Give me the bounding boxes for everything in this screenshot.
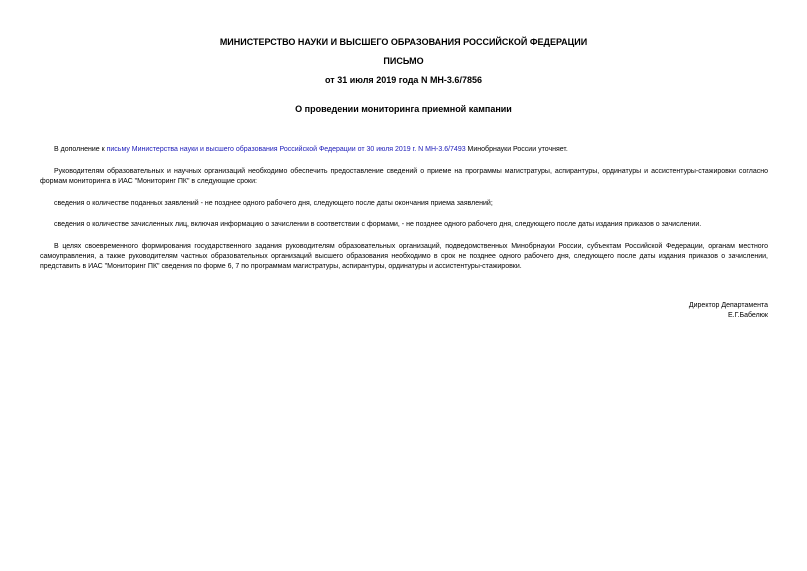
ministry-heading: МИНИСТЕРСТВО НАУКИ И ВЫСШЕГО ОБРАЗОВАНИЯ РОССИЙСКОЙ ФЕДЕРАЦИИ — [219, 37, 588, 47]
paragraph-applications-deadline: сведения о количестве поданных заявлений - не позднее одного рабочего дня, следующего после даты окончания приема заявлений; — [54, 200, 493, 207]
paragraph-intro — [40, 145, 768, 155]
referenced-letter-link[interactable]: письму Министерства науки и высшего образования Российской Федерации от 30 июля 2019 г. N МН-3.6/7493 — [106, 146, 466, 153]
paragraph-intro-after: Минобрнауки России уточняет. — [465, 146, 568, 153]
date-number-heading: от 31 июля 2019 года N МН-3.6/7856 — [325, 75, 482, 85]
paragraph-requirements: Руководителям образовательных и научных организаций необходимо обеспечить предоставление сведений о приеме на программы магистратуры, аспирантуры, ординатуры и ассистентуры-стажировки согласно формам мониторинга в ИАС "Мониторинг ПК" в следующие сроки: — [40, 168, 768, 185]
subject-heading: О проведении мониторинга приемной кампании — [295, 104, 512, 114]
paragraph-intro-before: В дополнение к — [54, 146, 107, 153]
signature-name: Е.Г.Бабелюк — [728, 312, 768, 319]
paragraph-state-assignment: В целях своевременного формирования государственного задания руководителям образовательных организаций, подведомственных Минобрнауки России, субъектам Российской Федерации, органам местного самоуправления, а также руководителям частных образовательных организаций высшего образования необходимо в срок не позднее одного рабочего дня, следующего после даты издания приказов о зачислении, представить в ИАС "Мониторинг ПК" сведения по форме 6, 7 по программам магистратуры, аспирантуры, ординатуры и ассистентуры-стажировки. — [40, 243, 768, 270]
signature-position: Директор Департамента — [688, 302, 768, 309]
paragraph-enrollment-deadline: сведения о количестве зачисленных лиц, включая информацию о зачислении в соответствии с формами, - не позднее одного рабочего дня, следующего после даты издания приказов о зачислении. — [54, 221, 702, 228]
doc-type-heading: ПИСЬМО — [383, 56, 424, 66]
